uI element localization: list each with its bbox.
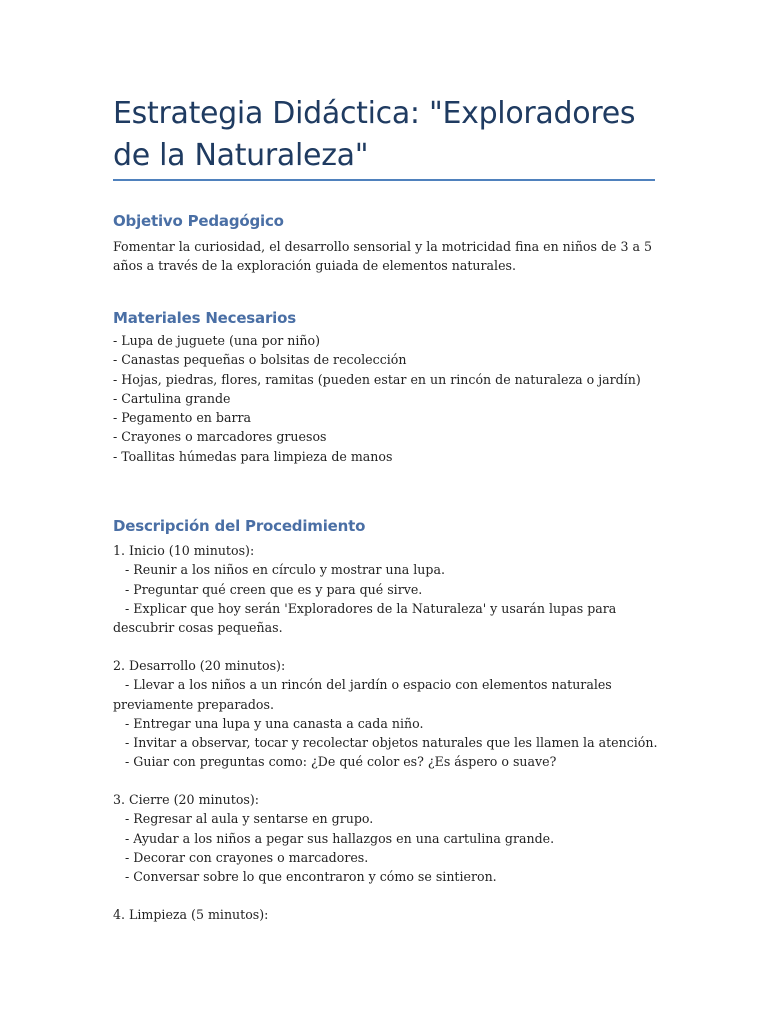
title-divider — [113, 179, 655, 181]
section-heading-materiales: Materiales Necesarios — [113, 309, 296, 327]
section-heading-objetivo: Objetivo Pedagógico — [113, 212, 284, 230]
step-title: 1. Inicio (10 minutos): — [113, 543, 255, 558]
step-inicio — [113, 541, 658, 637]
step-title: 2. Desarrollo (20 minutos): — [113, 658, 286, 673]
document-title: Estrategia Didáctica: "Exploradores de la Naturaleza" — [113, 96, 636, 173]
step-item: - Reunir a los niños en círculo y mostrar una lupa. — [113, 562, 445, 578]
list-item: - Hojas, piedras, flores, ramitas (pueden estar en un rincón de naturaleza o jardín) — [113, 371, 641, 387]
step-title: 3. Cierre (20 minutos): — [113, 792, 260, 807]
list-item: - Lupa de juguete (una por niño) — [113, 333, 321, 348]
materiales-list — [113, 331, 658, 466]
step-item: - Ayudar a los niños a pegar sus hallazgos en una cartulina grande. — [113, 830, 555, 846]
list-item: - Crayones o marcadores gruesos — [113, 429, 327, 445]
step-item: - Regresar al aula y sentarse en grupo. — [113, 811, 374, 827]
step-cierre — [113, 790, 658, 886]
list-item: - Cartulina grande — [113, 390, 231, 406]
step-desarrollo — [113, 656, 658, 772]
list-item: - Canastas pequeñas o bolsitas de recolección — [113, 352, 407, 368]
step-item: - Guiar con preguntas como: ¿De qué color es? ¿Es áspero o suave? — [113, 754, 557, 770]
step-item: - Decorar con crayones o marcadores. — [113, 849, 369, 865]
section-heading-procedimiento: Descripción del Procedimiento — [113, 517, 366, 535]
step-title: 4. Limpieza (5 minutos): — [113, 907, 269, 922]
step-item: - Entregar una lupa y una canasta a cada niño. — [113, 715, 424, 731]
step-item: - Conversar sobre lo que encontraron y cómo se sintieron. — [113, 869, 497, 885]
step-item: - Explicar que hoy serán 'Exploradores de la Naturaleza' y usarán lupas para descubrir cosas pequeñas. — [113, 600, 621, 636]
step-item: - Invitar a observar, tocar y recolectar objetos naturales que les llamen la atención. — [113, 735, 658, 751]
objetivo-paragraph: Fomentar la curiosidad, el desarrollo sensorial y la motricidad fina en niños de 3 a 5 años a través de la exploración guiada de elementos naturales. — [113, 239, 653, 274]
step-limpieza — [113, 905, 658, 924]
list-item: - Pegamento en barra — [113, 410, 252, 426]
list-item: - Toallitas húmedas para limpieza de manos — [113, 448, 393, 464]
step-item: - Preguntar qué creen que es y para qué sirve. — [113, 581, 423, 597]
step-item: - Llevar a los niños a un rincón del jardín o espacio con elementos naturales previamente preparados. — [113, 677, 616, 712]
